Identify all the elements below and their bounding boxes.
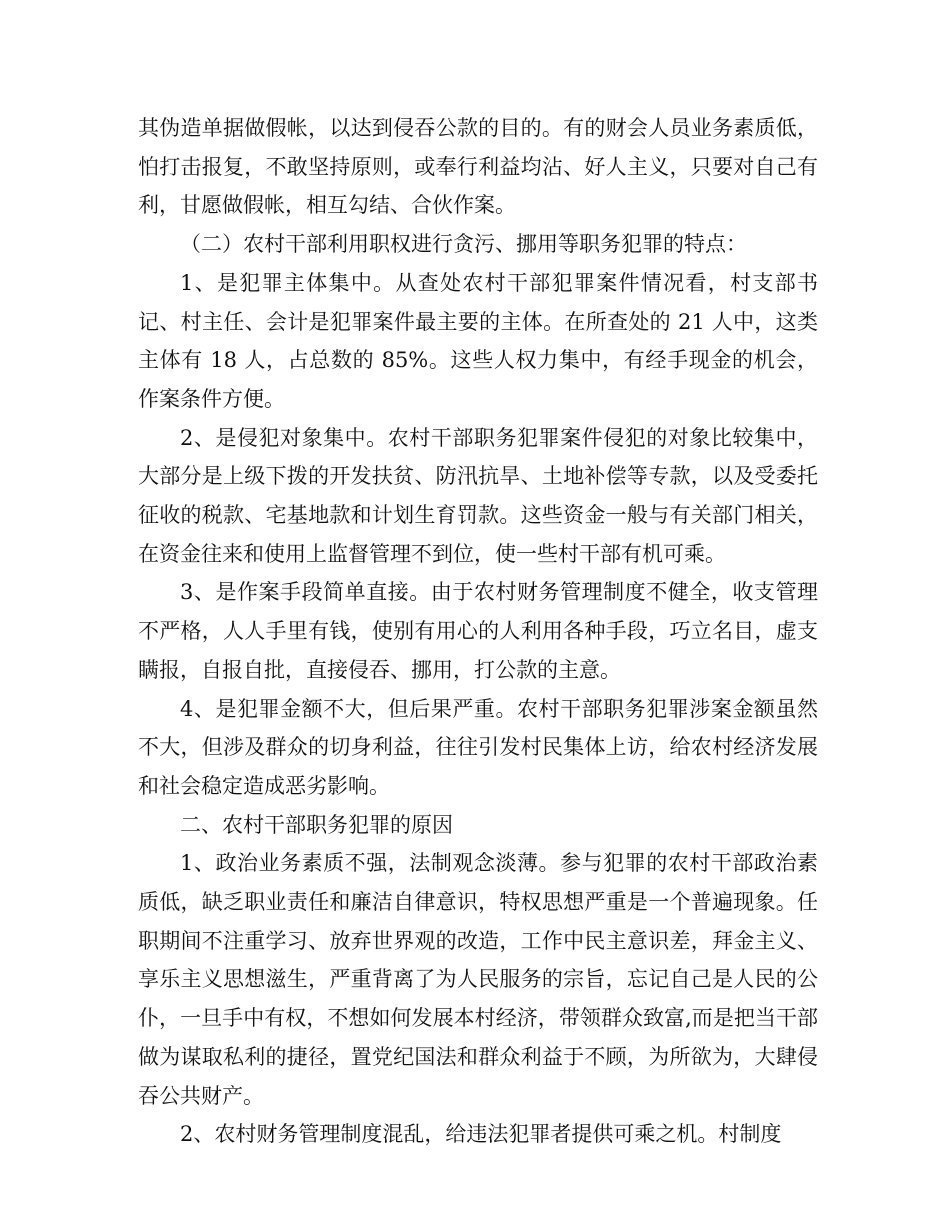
paragraph-4-point-2: 2、是侵犯对象集中。农村干部职务犯罪案件侵犯的对象比较集中，大部分是上级下拨的开发扶贫、防汛抗旱、土地补偿等专款，以及受委托征收的税款、宅基地款和计划生育罚款。这些资金一般与有关部门相关，在资金往来和使用上监督管理不到位，使一些村干部有机可乘。: [138, 425, 818, 566]
paragraph-9-cause-2: 2、农村财务管理制度混乱，给违法犯罪者提供可乘之机。村制度: [180, 1122, 782, 1147]
paragraph-2-section-heading: （二）农村干部利用职权进行贪污、挪用等职务犯罪的特点：: [180, 232, 747, 257]
paragraph-5-point-3: 3、是作案手段简单直接。由于农村财务管理制度不健全，收支管理不严格，人人手里有钱，使别有用心的人利用各种手段，巧立名目，虚支瞒报，自报自批，直接侵吞、挪用，打公款的主意。: [138, 580, 818, 682]
paragraph-1: 其伪造单据做假帐，以达到侵吞公款的目的。有的财会人员业务素质低，怕打击报复，不敢坚持原则，或奉行利益均沾、好人主义，只要对自己有利，甘愿做假帐，相互勾结、合伙作案。: [138, 116, 818, 218]
paragraph-7-section-heading: 二、农村干部职务犯罪的原因: [180, 812, 453, 837]
document-body: [138, 109, 818, 1154]
paragraph-8-cause-1: 1、政治业务素质不强，法制观念淡薄。参与犯罪的农村干部政治素质低，缺乏职业责任和廉洁自律意识，特权思想严重是一个普遍现象。任职期间不注重学习、放弃世界观的改造，工作中民主意识差，拜金主义、享乐主义思想滋生，严重背离了为人民服务的宗旨，忘记自己是人民的公仆，一旦手中有权，不想如何发展本村经济，带领群众致富,而是把当干部做为谋取私利的捷径，置党纪国法和群众利益于不顾，为所欲为，大肆侵吞公共财产。: [138, 851, 818, 1108]
paragraph-3-point-1: 1、是犯罪主体集中。从查处农村干部犯罪案件情况看，村支部书记、村主任、会计是犯罪案件最主要的主体。在所查处的 21 人中，这类主体有 18 人，占总数的 85%。这些人权力集中，有经手现金的机会，作案条件方便。: [138, 270, 818, 411]
paragraph-6-point-4: 4、是犯罪金额不大，但后果严重。农村干部职务犯罪涉案金额虽然不大，但涉及群众的切身利益，往往引发村民集体上访，给农村经济发展和社会稳定造成恶劣影响。: [138, 696, 818, 798]
